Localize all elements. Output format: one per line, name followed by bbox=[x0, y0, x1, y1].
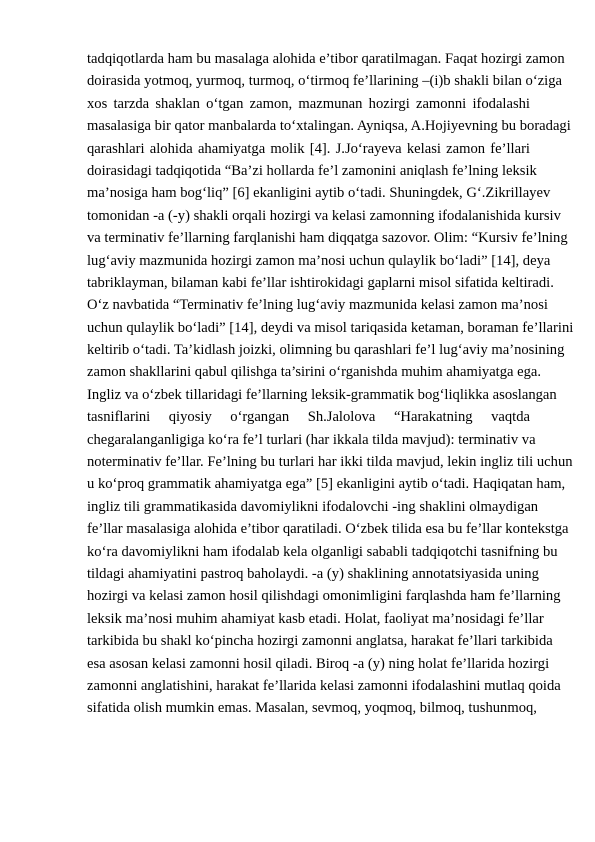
text-line: xos tarzda shaklan o‘tgan zamon, mazmunan hozirgi zamonni ifodalashi bbox=[87, 95, 530, 112]
text-line: doirasida yotmoq, yurmoq, turmoq, o‘tirmoq fe’llarining –(i)b shakli bilan o‘ziga bbox=[87, 73, 563, 90]
text-line: tasniflarini qiyosiy o‘rgangan Sh.Jalolova “Harakatning vaqtda bbox=[87, 409, 530, 426]
text-line: zamon shakllarini qabul qilishga ta’sirini o‘rganishda muhim ahamiyatga ega. bbox=[87, 364, 542, 381]
text-line: Ingliz va o‘zbek tillaridagi fe’llarning leksik-grammatik bog‘liqlikka asoslangan bbox=[87, 386, 557, 403]
text-line: u ko‘proq grammatik ahamiyatga ega” [5] ekanligini aytib o‘tadi. Haqiqatan ham, bbox=[87, 476, 566, 493]
text-line: hozirgi va kelasi zamon hosil qilishdagi omonimligini farqlashda ham fe’llarning bbox=[87, 588, 561, 605]
text-line: noterminativ fe’llar. Fe’lning bu turlari har ikki tilda mavjud, lekin ingliz tili uchun bbox=[87, 454, 573, 471]
text-line: qarashlari alohida ahamiyatga molik [4]. J.Jo‘rayeva kelasi zamon fe’llari bbox=[87, 140, 530, 157]
text-line: ko‘ra davomiylikni ham ifodalab kela olganligi sababli tadqiqotchi tasnifning bu bbox=[87, 543, 558, 560]
text-line: fe’llar masalasiga alohida e’tibor qaratiladi. O‘zbek tilida esa bu fe’llar kontekstga bbox=[87, 521, 569, 538]
text-line: O‘z navbatida “Terminativ fe’lning lug‘aviy mazmunida kelasi zamon ma’nosi bbox=[87, 297, 548, 314]
text-line: ingliz tili grammatikasida davomiylikni ifodalovchi -ing shaklini olmaydigan bbox=[87, 498, 539, 515]
text-line: lug‘aviy mazmunida hozirgi zamon ma’nosi uchun qulaylik bo‘ladi” [14], deya bbox=[87, 252, 551, 269]
text-line: zamonni anglatishini, harakat fe’llarida kelasi zamonni ifodalashini mutlaq qoida bbox=[87, 677, 561, 694]
text-line: tarkibida bu shakl ko‘pincha hozirgi zamonni anglatsa, harakat fe’llari tarkibida bbox=[87, 633, 553, 650]
text-line: tabriklayman, bilaman kabi fe’llar ishtirokidagi gaplarni misol sifatida keltiradi. bbox=[87, 274, 554, 291]
text-line: masalasiga bir qator manbalarda to‘xtalingan. Ayniqsa, A.Hojiyevning bu boradagi bbox=[87, 118, 571, 135]
text-line: chegaralanganligiga ko‘ra fe’l turlari (har ikkala tilda mavjud): terminativ va bbox=[87, 431, 536, 448]
text-line: tomonidan -a (-y) shakli orqali hozirgi va kelasi zamonning ifodalanishida kursiv bbox=[87, 207, 561, 224]
text-line: keltirib o‘tadi. Ta’kidlash joizki, olimning bu qarashlari fe’l lug‘aviy ma’nosining bbox=[87, 342, 565, 359]
text-line: uchun qulaylik bo‘ladi” [14], deydi va misol tariqasida ketaman, boraman fe’llarini bbox=[87, 319, 574, 336]
text-line: tildagi ahamiyatini pastroq baholaydi. -a (y) shaklining annotatsiyasida uning bbox=[87, 565, 539, 582]
text-line: sifatida olish mumkin emas. Masalan, sevmoq, yoqmoq, bilmoq, tushunmoq, bbox=[87, 700, 537, 717]
text-line: leksik ma’nosi muhim ahamiyat kasb etadi. Holat, faoliyat ma’nosidagi fe’llar bbox=[87, 610, 544, 627]
text-line: ma’nosiga ham bog‘liq” [6] ekanligini aytib o‘tadi. Shuningdek, G‘.Zikrillayev bbox=[87, 185, 551, 202]
text-line: va terminativ fe’llarning farqlanishi ham diqqatga sazovor. Olim: “Kursiv fe’lning bbox=[87, 230, 568, 247]
text-line: tadqiqotlarda ham bu masalaga alohida e’tibor qaratilmagan. Faqat hozirgi zamon bbox=[87, 51, 565, 67]
text-line: esa asosan kelasi zamonni hosil qiladi. Biroq -a (y) ning holat fe’llarida hozirgi bbox=[87, 655, 550, 672]
document-body bbox=[87, 48, 574, 720]
text-line: doirasidagi tadqiqotida “Ba’zi hollarda fe’l zamonini aniqlash fe’lning leksik bbox=[87, 162, 537, 179]
